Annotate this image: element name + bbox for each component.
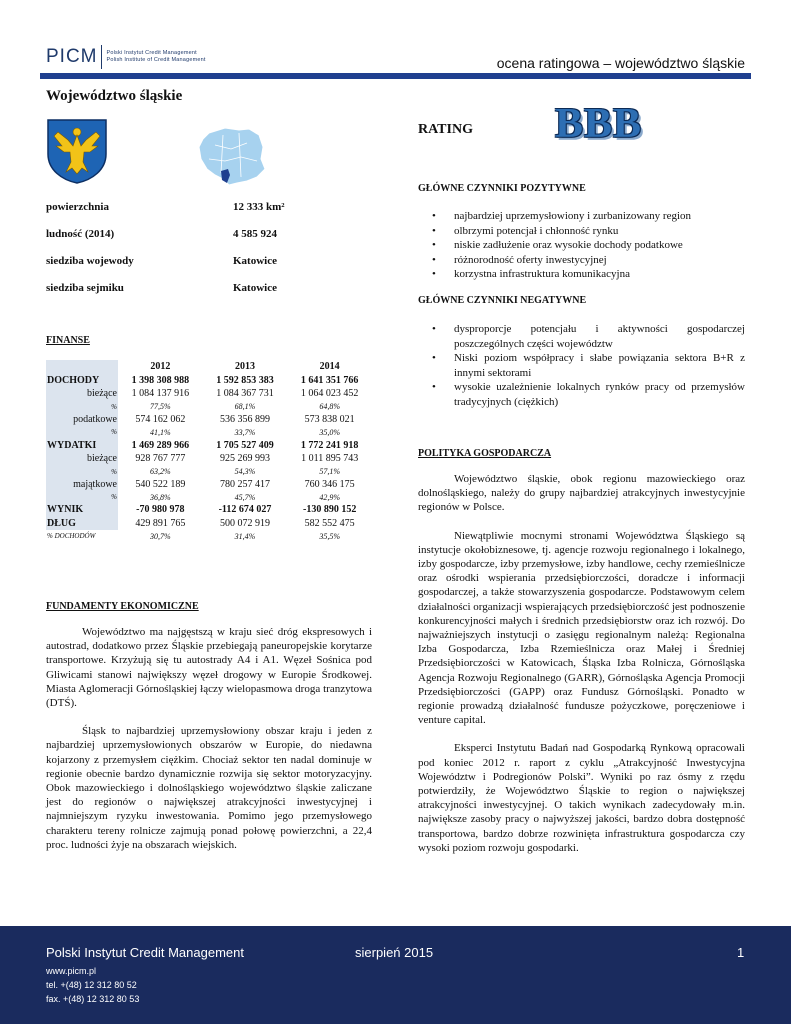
negative-factors-title: GŁÓWNE CZYNNIKI NEGATYWNE — [418, 295, 587, 306]
list-item: • Niski poziom współpracy i słabe powiązania sektora B+R z innymi sektorami — [418, 351, 745, 380]
footer-fax: fax. +(48) 12 312 80 53 — [46, 994, 140, 1004]
table-row — [46, 478, 372, 492]
finance-header-row — [46, 360, 372, 374]
logo-subtitle-pl: Polski Instytut Credit Management — [106, 50, 197, 56]
fact-row-population — [46, 228, 277, 240]
row-label: % — [46, 466, 118, 478]
table-cell: 500 072 919 — [219, 518, 270, 530]
fact-label: powierzchnia — [46, 201, 109, 213]
paragraph: Śląsk to najbardziej uprzemysłowiony obszar kraju i jeden z najbardziej uprzemysłowionych obszarów w Europie, do niedawna kojarzony z przemysłem ciężkim. Chociaż sektor ten nadal dominuje w regionie obecnie bardzo dynamicznie rozwija się sektor motoryzacyjny. Obok mazowieckiego i dolnośląskiego województwo śląskie zaliczane jest do regionów o największej atrakcyjności inwestycyjnej i najmniejszym ryzyku inwestowania. Pomimo jego przemysłowego charakteru tereny rolnicze zajmują ponad połowę powierzchni, a 22,4 proc. ludności żyje na obszarach wiejskich. — [46, 725, 372, 851]
row-label: majątkowe — [46, 478, 118, 492]
fact-row-assembly-seat — [46, 282, 277, 294]
finance-table — [46, 360, 372, 542]
list-item: • wysokie uzależnienie lokalnych rynków pracy od przemysłów tradycyjnych (ciężkich) — [418, 380, 745, 409]
table-cell: 30,7% — [149, 531, 171, 541]
page-footer — [0, 926, 791, 1024]
table-cell: 780 257 417 — [219, 478, 270, 490]
footer-date: sierpień 2015 — [355, 945, 434, 960]
table-cell: 57,1% — [319, 467, 340, 477]
table-cell: 63,2% — [149, 467, 171, 477]
coat-of-arms-icon — [46, 118, 108, 184]
logo-divider — [101, 45, 102, 69]
row-label: % DOCHODÓW — [47, 532, 96, 541]
table-cell: 1 064 023 452 — [300, 388, 359, 400]
table-cell: 928 767 777 — [135, 453, 186, 465]
rating-label: RATING — [418, 122, 473, 137]
paragraph: Województwo śląskie, obok regionu mazowieckiego oraz dolnośląskiego, należy do grupy najbardziej atrakcyjnych inwestycyjnie regionów w Polsce. — [418, 473, 745, 514]
table-cell: 429 891 765 — [135, 518, 186, 530]
table-cell: 1 084 367 731 — [216, 388, 274, 400]
table-cell: 68,1% — [234, 402, 256, 412]
fact-value: 12 333 km² — [233, 201, 285, 213]
fact-row-area — [46, 201, 285, 213]
list-item: • niskie zadłużenie oraz wysokie dochody podatkowe — [418, 238, 745, 253]
row-label: bieżące — [46, 452, 118, 466]
year-header: 2013 — [234, 361, 255, 373]
picm-logo — [46, 44, 206, 70]
table-cell: 41,1% — [149, 427, 171, 437]
year-header: 2014 — [319, 361, 340, 373]
policy-text — [418, 472, 745, 869]
table-cell: 925 269 993 — [219, 453, 270, 465]
paragraph: Województwo ma najgęstszą w kraju sieć dróg ekspresowych i autostrad, dodatkowo przez Śląskie przebiegają paneuropejskie korytarze transportowe. Krzyżują się tu autostrady A4 i A1. Węzeł Sośnica pod Gliwicami stanowi największy węzeł drogowy w Europie Środkowej. Miasta Aglomeracji Górnośląskiej łączy wielopasmowa droga tranzytowa (DTŚ). — [46, 626, 372, 710]
negative-factors-list — [418, 322, 745, 409]
row-label: DŁUG — [46, 517, 118, 531]
table-row — [46, 413, 372, 427]
table-row — [46, 426, 372, 438]
finance-table-body — [46, 360, 372, 542]
fact-label: ludność (2014) — [46, 228, 115, 240]
table-cell: -112 674 027 — [218, 504, 272, 516]
table-cell: 1 084 137 916 — [131, 388, 190, 400]
row-label: DOCHODY — [46, 374, 118, 388]
row-label: % — [46, 491, 118, 503]
logo-wordmark: PICM — [46, 46, 98, 67]
page-number: 1 — [737, 945, 745, 960]
fact-label: siedziba sejmiku — [46, 282, 124, 294]
report-title: ocena ratingowa – województwo śląskie — [496, 55, 745, 71]
row-label: WYNIK — [46, 503, 118, 517]
table-cell: 31,4% — [234, 531, 256, 541]
footer-organization: Polski Instytut Credit Management — [46, 945, 244, 960]
table-cell: -130 890 152 — [302, 504, 357, 516]
table-cell: 574 162 062 — [135, 414, 186, 426]
logo-subtitle — [107, 50, 206, 64]
table-cell: 573 838 021 — [304, 414, 355, 426]
table-cell: 1 592 853 383 — [216, 374, 274, 386]
paragraph: Eksperci Instytutu Badań nad Gospodarką Rynkową opracowali pod koniec 2012 r. raport z cyklu „Atrakcyjność Inwestycyjna Województw i Podregionów Polski”. Wyniki po raz ósmy z rzędu potwierdziły, że Województwo Śląskie to region o największej atrakcyjności inwestycyjnej. O takich wynikach zadecydowały m.in. największe zasoby pracy o najwyższej jakości, bardzo dobra dostępność transportowa, bardzo dobrze rozwinięta infrastruktura gospodarcza czy wysoki poziom rozwoju gospodarki. — [418, 742, 745, 854]
table-cell: 540 522 189 — [135, 478, 186, 490]
table-cell: 35,5% — [319, 531, 340, 541]
table-cell: 536 356 899 — [219, 414, 270, 426]
table-cell: 77,5% — [149, 402, 171, 412]
positive-factors-title: GŁÓWNE CZYNNIKI POZYTYWNE — [418, 183, 586, 194]
list-item: • korzystna infrastruktura komunikacyjna — [418, 267, 745, 282]
table-cell: 33,7% — [234, 427, 256, 437]
table-row — [46, 503, 372, 517]
row-label: WYDATKI — [46, 438, 118, 452]
finance-title: FINANSE — [46, 335, 90, 346]
table-cell: 36,8% — [149, 492, 171, 502]
fundamentals-text — [46, 625, 372, 866]
table-cell: 42,9% — [319, 492, 340, 502]
fundamentals-title: FUNDAMENTY EKONOMICZNE — [46, 601, 199, 612]
table-cell: 35,0% — [319, 427, 340, 437]
fact-value: Katowice — [233, 282, 277, 294]
table-row — [46, 466, 372, 478]
table-row — [46, 491, 372, 503]
footer-phone: tel. +(48) 12 312 80 52 — [46, 980, 137, 990]
table-cell: 1 641 351 766 — [300, 374, 359, 386]
row-label: podatkowe — [46, 413, 118, 427]
table-cell: 1 011 895 743 — [301, 453, 359, 465]
policy-title: POLITYKA GOSPODARCZA — [418, 448, 552, 459]
finance-header-blank — [46, 360, 118, 374]
list-item: • najbardziej uprzemysłowiony i zurbanizowany region — [418, 209, 745, 224]
fact-value: Katowice — [233, 255, 277, 267]
header-rule — [40, 73, 751, 79]
table-cell: 760 346 175 — [304, 478, 355, 490]
table-row — [46, 438, 372, 452]
table-cell: 1 705 527 409 — [216, 439, 274, 451]
table-cell: 1 398 308 988 — [131, 374, 190, 386]
list-item: • dysproporcje potencjału i aktywności gospodarczej poszczególnych części województw — [418, 322, 745, 351]
table-row — [46, 530, 372, 542]
fact-value: 4 585 924 — [233, 228, 277, 240]
fact-label: siedziba wojewody — [46, 255, 134, 267]
list-item: • olbrzymi potencjał i chłonność rynku — [418, 224, 745, 239]
table-cell: 45,7% — [234, 492, 256, 502]
table-row — [46, 452, 372, 466]
table-row — [46, 401, 372, 413]
table-row — [46, 374, 372, 388]
row-label: bieżące — [46, 387, 118, 401]
poland-map-icon — [195, 125, 267, 190]
positive-factors-list — [418, 209, 745, 282]
rating-value: BBB — [555, 101, 643, 147]
table-cell: 582 552 475 — [304, 518, 355, 530]
paragraph: Niewątpliwie mocnymi stronami Województwa Śląskiego są instytucje okołobiznesowe, tj. agencje rozwoju regionalnego i lokalnego, izby gospodarcze, izby przemysłowe, izby handlowe, cechy rzemieślnicze oraz ośrodki wspierania przedsiębiorczości, doradcze i informacji gospodarczej, a także stowarzyszenia gospodarcze. Podstawowym celem działalności organizacji wspierających przedsiębiorczość jest podnoszenie konkurencyjności małych i średnich przedsiębiorstw oraz ich rozwój. Do najważniejszych instytucji o zasięgu regionalnym należą: Regionalna Izba Gospodarcza, Izba Rzemieślnicza oraz Małej i Średniej Przedsiębiorczości w Katowicach, Śląska Izba Rolnicza, Górnośląska Agencja Rozwoju Regionalnego (GARR), Górnośląska Agencja Promocji Przedsiębiorczości (GAPP) oraz Fundusz Górnośląski. Ponadto w regionie prowadzą działalność fundusze pożyczkowe, poręczeniowe i venture capital. — [418, 529, 745, 727]
table-cell: 64,8% — [319, 402, 340, 412]
fact-row-governor-seat — [46, 255, 277, 267]
table-row — [46, 517, 372, 531]
row-label: % — [46, 426, 118, 438]
table-row — [46, 387, 372, 401]
logo-subtitle-en: Polish Institute of Credit Management — [106, 57, 206, 63]
table-cell: 1 469 289 966 — [131, 439, 190, 451]
year-header: 2012 — [150, 361, 171, 373]
table-cell: 1 772 241 918 — [300, 439, 359, 451]
footer-website-link[interactable]: www.picm.pl — [46, 966, 97, 976]
table-cell: -70 980 978 — [136, 504, 185, 516]
list-item: • różnorodność oferty inwestycyjnej — [418, 253, 745, 268]
region-name: Województwo śląskie — [46, 88, 183, 104]
row-label: % — [46, 401, 118, 413]
table-cell: 54,3% — [234, 467, 256, 477]
